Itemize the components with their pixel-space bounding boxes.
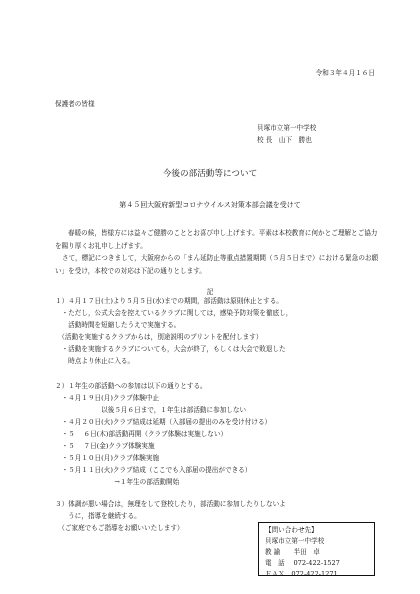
section-2-line-1: ２）１年生の部活動への参加は以下の通りとする。 xyxy=(55,382,207,390)
contact-tel: 電 話 072-422-1527 xyxy=(265,559,340,567)
contact-school: 貝塚市立第一中学校 xyxy=(265,537,325,545)
section-2-line-3: 以後５月６日まで，１年生は部活動に参加しない xyxy=(55,406,247,414)
ki-heading: 記 xyxy=(206,288,214,296)
section-2-line-2: ・４月１９日(月)クラブ体験中止 xyxy=(55,394,160,402)
page-subtitle: 第４５回大阪府新型コロナウイルス対策本部会議を受けて xyxy=(119,201,301,209)
contact-heading: 【問い合わせ先】 xyxy=(265,526,318,534)
greeting-paragraph: 春暖の候，皆様方には益々ご健勝のこととお喜び申し上げます。平素は本校教育に何かとご理解とご協力を賜り厚くお礼申し上げます。 xyxy=(55,229,378,250)
section-2-line-7: ・５月１０日(月)クラブ体験実施 xyxy=(55,454,160,462)
contact-box xyxy=(258,522,375,576)
notice-paragraph: さて，標記につきまして，大阪府からの「まん延防止等重点措置期間（５月５日まで）における緊急のお願い」を受け，本校での対応は下記の通りとします。 xyxy=(55,254,379,275)
section-2-line-4: ・４月２０日(火)クラブ結成は延期（入部届の提出のみを受け付ける） xyxy=(55,418,272,426)
section-3-line-2: うに，指導を継続する。 xyxy=(55,512,141,520)
section-1-line-1: １）４月１７日(土)より５月５日(水)までの期間，部活動は原則休止とする。 xyxy=(55,297,283,305)
contact-fax: ＦＡＸ 072-422-1271 xyxy=(265,570,338,578)
section-1-line-6: 時点より休止に入る。 xyxy=(55,357,135,365)
section-1-line-2: ・ただし，公式大会を控えているクラブに関しては，感染予防対策を徹底し， xyxy=(55,309,293,317)
section-3-line-1: ３）体調が悪い場合は，無理をして登校したり，部活動に参加したりしないよ xyxy=(55,500,286,508)
principal-name: 校 長 山下 勝也 xyxy=(257,136,312,144)
section-2-line-6: ・５ ７日(金)クラブ体験実施 xyxy=(55,442,155,450)
section-1-line-3: 活動時間を短縮したうえで実施する。 xyxy=(55,321,181,329)
section-1-line-5: ・活動を実施するクラブについても，大会が終了，もしくは大会で敗退した xyxy=(55,345,286,353)
section-2-line-5: ・５ ６日(木)部活動再開（クラブ体験は実施しない） xyxy=(55,430,228,438)
section-2-line-9: →１年生の部活動開始 xyxy=(55,478,180,486)
date: 令和３年４月１６日 xyxy=(315,69,375,77)
page-title: 今後の部活動等について xyxy=(162,169,258,179)
school-name: 貝塚市立第一中学校 xyxy=(257,124,317,132)
section-1-line-4: （活動を実施するクラブからは，別途説明のプリントを配付します） xyxy=(55,333,263,341)
recipient: 保護者の皆様 xyxy=(55,100,95,108)
contact-teacher: 教 諭 半田 卓 xyxy=(265,548,320,556)
section-3-line-3: （ご家庭でもご指導をお願いいたします） xyxy=(55,524,184,532)
section-2-line-8: ・５月１１日(火)クラブ結成（ここでも入部届の提出ができる） xyxy=(55,466,252,474)
